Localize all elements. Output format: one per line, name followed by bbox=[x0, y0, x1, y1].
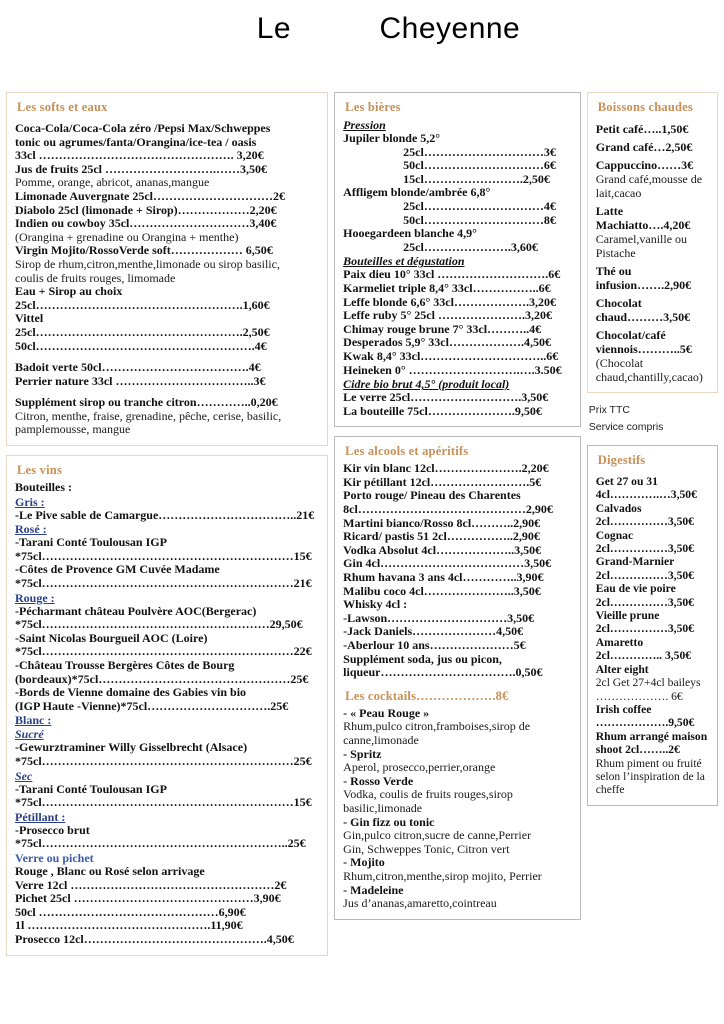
menu-line: 33cl …………………………………………. 3,20€ bbox=[15, 148, 264, 163]
menu-line: Gin,pulco citron,sucre de canne,Perrier bbox=[343, 828, 532, 843]
menu-line: Badoit verte 50cl……………………………….4€ bbox=[15, 360, 261, 375]
menu-line: Gin 4cl………………………………3,50€ bbox=[343, 556, 552, 571]
menu-line: Vodka, coulis de fruits rouges,sirop bbox=[343, 787, 513, 802]
menu-line: Eau de vie poire bbox=[595, 582, 676, 596]
menu-line: Kir vin blanc 12cl………………….2,20€ bbox=[343, 461, 549, 476]
menu-line: ……………….9,50€ bbox=[595, 716, 695, 730]
menu-line: basilic,limonade bbox=[343, 800, 423, 815]
menu-line: Vodka Absolut 4cl………………..3,50€ bbox=[343, 542, 542, 557]
menu-line: -Château Trousse Bergères Côtes de Bourg bbox=[15, 658, 235, 672]
section-title-cocktails: Les cocktails……………….8€ bbox=[345, 688, 509, 703]
menu-line: La bouteille 75cl………………….9,50€ bbox=[343, 403, 542, 418]
menu-line: Verre 12cl ……………………………………………2€ bbox=[15, 877, 287, 892]
menu-line: - Madeleine bbox=[343, 882, 404, 897]
alcools-lines bbox=[343, 462, 572, 680]
menu-line: Citron, menthe, fraise, grenadine, pêche, cerise, basilic, bbox=[15, 408, 282, 423]
menu-line: Limonade Auvergnate 25cl…………………………2€ bbox=[15, 188, 285, 203]
menu-line: -Jack Daniels…………………4,50€ bbox=[343, 624, 524, 639]
menu-line: Whisky 4cl : bbox=[343, 597, 408, 612]
menu-line: 50cl…………………………8€ bbox=[403, 212, 556, 227]
menu-line: Virgin Mojito/RossoVerde soft……………… 6,50€ bbox=[15, 243, 273, 258]
menu-line: Calvados bbox=[595, 501, 642, 515]
menu-line: -Pécharmant château Poulvère AOC(Bergerac) bbox=[15, 603, 257, 618]
menu-line: -Lawson…………………………3,50€ bbox=[343, 610, 535, 625]
menu-line: Rhum,citron,menthe,sirop mojito, Perrier bbox=[343, 868, 542, 883]
section-les-vins bbox=[6, 455, 328, 955]
menu-line: Gin, Schweppes Tonic, Citron vert bbox=[343, 841, 510, 856]
menu-line: 4cl………….…3,50€ bbox=[595, 488, 697, 502]
column-right bbox=[587, 92, 718, 806]
menu-line: 2cl………….. 3,50€ bbox=[595, 649, 692, 663]
menu-line: 25cl…………………………………………….1,60€ bbox=[15, 297, 270, 312]
menu-line: Supplément soda, jus ou picon, bbox=[343, 651, 502, 666]
menu-line: *75cl………………………………………………………21€ bbox=[15, 576, 312, 591]
menu-line: Perrier nature 33cl ……………………………..3€ bbox=[15, 373, 266, 388]
menu-line: - Gin fizz ou tonic bbox=[343, 814, 435, 829]
menu-line: (IGP Haute -Vienne)*75cl………………………….25€ bbox=[15, 698, 289, 713]
menu-line: Kir pétillant 12cl…………………….5€ bbox=[343, 474, 542, 489]
menu-line: tonic ou agrumes/fanta/Orangina/ice-tea / oasis bbox=[15, 134, 257, 149]
menu-line: 25cl…………………………4€ bbox=[403, 198, 556, 213]
section-boissons-chaudes bbox=[587, 92, 718, 393]
menu-line: viennois………..5€ bbox=[595, 342, 692, 356]
menu-line: Kwak 8,4° 33cl…………………………..6€ bbox=[343, 348, 559, 363]
menu-line: Sucré bbox=[15, 727, 44, 742]
menu-line: -Gewurztraminer Willy Gisselbrecht (Alsace) bbox=[15, 740, 248, 755]
menu-line: 50cl……………………………………………….4€ bbox=[15, 338, 267, 353]
menu-line: Rouge , Blanc ou Rosé selon arrivage bbox=[15, 863, 205, 878]
menu-line: Petit café…..1,50€ bbox=[595, 122, 689, 136]
menu-line: -Saint Nicolas Bourgueil AOC (Loire) bbox=[15, 630, 208, 645]
menu-line: Blanc : bbox=[15, 713, 52, 728]
menu-line: Sirop de rhum,citron,menthe,limonade ou sirop basilic, bbox=[15, 256, 280, 271]
menu-line: (Chocolat bbox=[595, 356, 644, 370]
menu-line: *75cl…………………………………………………29,50€ bbox=[15, 617, 303, 632]
menu-title-area bbox=[0, 0, 724, 92]
menu-line: - Mojito bbox=[343, 855, 385, 870]
menu-line: Thé ou bbox=[595, 264, 632, 278]
menu-line: Rhum,pulco citron,framboises,sirop de bbox=[343, 719, 531, 734]
menu-line: pamplemousse, mangue bbox=[15, 422, 131, 437]
menu-line: selon l’inspiration de la bbox=[595, 769, 705, 783]
menu-line: Latte Machiatto….4,20€ bbox=[595, 204, 691, 232]
menu-line: Pomme, orange, abricot, ananas,mangue bbox=[15, 175, 210, 190]
menu-line: Jupiler blonde 5,2° bbox=[343, 131, 441, 145]
menu-line: ………………. 6€ bbox=[595, 689, 683, 703]
menu-line: (bordeaux)*75cl…………………………………………25€ bbox=[15, 671, 309, 686]
section-softs-et-eaux bbox=[6, 92, 328, 446]
menu-line: infusion…….2,90€ bbox=[595, 278, 692, 292]
menu-line: 2cl……………3,50€ bbox=[595, 622, 694, 636]
menu-line: 2cl……………3,50€ bbox=[595, 595, 694, 609]
menu-line: Affligem blonde/ambrée 6,8° bbox=[343, 185, 491, 200]
menu-line: -Tarani Conté Toulousan IGP bbox=[15, 535, 167, 550]
menu-line: Rhum havana 3 ans 4cl…………..3,90€ bbox=[343, 570, 544, 585]
menu-line: shoot 2cl……..2€ bbox=[595, 743, 680, 757]
menu-line: Leffe blonde 6,6° 33cl……………….3,20€ bbox=[343, 294, 556, 309]
menu-line: Supplément sirop ou tranche citron…………..0,20€ bbox=[15, 395, 278, 410]
menu-line: Caramel,vanille ou bbox=[595, 232, 688, 246]
menu-line: *75cl………………………………………………………22€ bbox=[15, 644, 312, 659]
menu-line: -Bords de Vienne domaine des Gabies vin bio bbox=[15, 685, 247, 700]
menu-line: Aperol, prosecco,perrier,orange bbox=[343, 760, 496, 775]
section-title-softs: Les softs et eaux bbox=[17, 100, 108, 114]
menu-line: Malibu coco 4cl…………………..3,50€ bbox=[343, 583, 541, 598]
menu-line: Pétillant : bbox=[15, 809, 66, 824]
menu-line: Cappuccino……3€ bbox=[595, 158, 694, 172]
menu-line: Coca-Cola/Coca-Cola zéro /Pepsi Max/Schweppes bbox=[15, 121, 271, 135]
menu-line: Indien ou cowboy 35cl…………………………3,40€ bbox=[15, 216, 277, 231]
section-les-bieres bbox=[334, 92, 581, 427]
menu-line: Karmeliet triple 8,4° 33cl……………..6€ bbox=[343, 280, 551, 295]
section-title-alcools: Les alcools et apéritifs bbox=[345, 444, 469, 459]
cocktails-lines bbox=[343, 707, 572, 911]
section-title-vins: Les vins bbox=[17, 463, 63, 478]
menu-line: 2cl……………3,50€ bbox=[595, 515, 694, 529]
menu-line: Bouteilles : bbox=[15, 480, 72, 495]
menu-line: Leffe ruby 5° 25cl ………………….3,20€ bbox=[343, 308, 552, 323]
menu-line: Pistache bbox=[595, 246, 636, 260]
menu-line: Cidre bio brut 4,5° (produit local) bbox=[343, 377, 510, 392]
menu-line: Grand café,mousse de bbox=[595, 172, 703, 186]
menu-line: Cognac bbox=[595, 528, 634, 542]
menu-line: Pression bbox=[343, 118, 386, 132]
restaurant-name bbox=[204, 0, 521, 114]
menu-line: Hooegardeen blanche 4,9° bbox=[343, 226, 477, 241]
menu-line: Diabolo 25cl (limonade + Sirop)………………2,20€ bbox=[15, 202, 277, 217]
menu-line: Vittel bbox=[15, 311, 44, 326]
menu-line: Grand-Marnier bbox=[595, 555, 675, 569]
menu-line: lait,cacao bbox=[595, 186, 642, 200]
menu-line: Jus de fruits 25cl ……………………….……3,50€ bbox=[15, 161, 267, 176]
menu-line: Vieille prune bbox=[595, 609, 660, 623]
menu-line: Martini bianco/Rosso 8cl………..2,90€ bbox=[343, 515, 541, 530]
menu-line: Eau + Sirop au choix bbox=[15, 284, 123, 299]
menu-line: 25cl…………………………3€ bbox=[403, 144, 556, 159]
menu-line: -Le Pive sable de Camargue……………………………..21€ bbox=[15, 507, 315, 522]
menu-line: 25cl………………….3,60€ bbox=[403, 239, 538, 254]
menu-line: 50cl…………………………6€ bbox=[403, 158, 556, 173]
menu-line: Chocolat/café bbox=[595, 328, 666, 342]
menu-line: 1l ……………………………………….11,90€ bbox=[15, 918, 243, 933]
menu-line: -Côtes de Provence GM Cuvée Madame bbox=[15, 562, 220, 577]
menu-line: 2cl……………3,50€ bbox=[595, 568, 694, 582]
restaurant-name-main: Le Cheyenne bbox=[256, 12, 521, 45]
menu-line: -Tarani Conté Toulousan IGP bbox=[15, 781, 167, 796]
menu-line: coulis de fruits rouges, limomade bbox=[15, 270, 176, 285]
price-notes bbox=[587, 402, 718, 436]
bieres-lines bbox=[343, 118, 572, 418]
menu-line: -Prosecco brut bbox=[15, 822, 90, 837]
menu-line: Chocolat bbox=[595, 296, 642, 310]
vins-lines bbox=[15, 481, 319, 946]
menu-line: Alter eight bbox=[595, 662, 649, 676]
menu-line: *75cl………………………………………………………25€ bbox=[15, 753, 312, 768]
note-service-compris: Service compris bbox=[588, 421, 664, 433]
digestifs-lines bbox=[596, 471, 709, 797]
menu-line: Chimay rouge brune 7° 33cl………..4€ bbox=[343, 321, 542, 336]
menu-line: Amaretto bbox=[595, 635, 644, 649]
menu-line: Paix dieu 10° 33cl ……………………….6€ bbox=[343, 267, 561, 282]
menu-line: Desperados 5,9° 33cl……………….4,50€ bbox=[343, 335, 551, 350]
menu-line: 2cl Get 27+4cl baileys bbox=[595, 676, 701, 690]
menu-line: *75cl……………………………………………………..25€ bbox=[15, 836, 306, 851]
softs-lines bbox=[15, 122, 319, 437]
menu-line: -Aberlour 10 ans…………………5€ bbox=[343, 638, 526, 652]
menu-line: Irish coffee bbox=[595, 702, 652, 716]
chaudes-lines bbox=[596, 118, 709, 384]
menu-line: Rouge : bbox=[15, 590, 55, 605]
menu-line: chaud………3,50€ bbox=[595, 310, 691, 324]
menu-line: (Orangina + grenadine ou Orangina + menthe) bbox=[15, 229, 239, 244]
menu-line: cheffe bbox=[595, 783, 625, 797]
menu-line: canne,limonade bbox=[343, 732, 419, 747]
menu-line: Verre ou pichet bbox=[15, 850, 94, 865]
menu-line: *75cl………………………………………………………15€ bbox=[15, 795, 312, 810]
menu-line: Le verre 25cl……………………….3,50€ bbox=[343, 390, 549, 405]
section-title-chaudes: Boissons chaudes bbox=[597, 100, 693, 114]
menu-line: Heineken 0° ……………………….….3.50€ bbox=[343, 362, 562, 377]
menu-line: 2cl……………3,50€ bbox=[595, 542, 694, 556]
menu-columns bbox=[0, 92, 724, 956]
column-left bbox=[6, 92, 328, 956]
menu-line: Prosecco 12cl……………………………………….4,50€ bbox=[15, 931, 294, 946]
menu-line: liqueur…………………………….0,50€ bbox=[343, 665, 543, 680]
menu-line: Ricard/ pastis 51 2cl……………..2,90€ bbox=[343, 529, 540, 544]
section-title-bieres: Les bières bbox=[345, 100, 401, 114]
menu-line: Porto rouge/ Pineau des Charentes bbox=[343, 488, 521, 503]
section-digestifs bbox=[587, 445, 718, 806]
menu-line: Grand café…2,50€ bbox=[595, 140, 693, 154]
column-middle bbox=[334, 92, 581, 920]
menu-line: - Rosso Verde bbox=[343, 773, 414, 788]
menu-line: 15cl…………………….2,50€ bbox=[403, 171, 550, 186]
menu-line: *75cl………………………………………………………15€ bbox=[15, 548, 312, 563]
menu-line: Gris : bbox=[15, 494, 45, 509]
menu-line: chaud,chantilly,cacao) bbox=[595, 370, 703, 384]
menu-line: - Spritz bbox=[343, 746, 382, 761]
menu-line: Bouteilles et dégustation bbox=[343, 254, 465, 269]
menu-line: Rhum arrangé maison bbox=[595, 729, 708, 743]
menu-line: - « Peau Rouge » bbox=[343, 705, 430, 720]
note-prix-ttc: Prix TTC bbox=[588, 404, 630, 416]
menu-line: Get 27 ou 31 bbox=[595, 475, 658, 488]
section-alcools-cocktails bbox=[334, 436, 581, 919]
menu-line: Rhum piment ou fruité bbox=[595, 756, 702, 770]
menu-line: Rosé : bbox=[15, 522, 47, 537]
menu-line: Jus d’ananas,amaretto,cointreau bbox=[343, 896, 497, 911]
menu-line: Pichet 25cl ………………………………………3,90€ bbox=[15, 891, 281, 906]
menu-line: Sec bbox=[15, 768, 33, 783]
section-title-digestifs: Digestifs bbox=[597, 453, 646, 467]
menu-line: 25cl…………………………………………….2,50€ bbox=[15, 324, 270, 339]
menu-line: 50cl ………………………………………6,90€ bbox=[15, 904, 246, 919]
menu-line: 8cl……………………………………2,90€ bbox=[343, 502, 553, 517]
